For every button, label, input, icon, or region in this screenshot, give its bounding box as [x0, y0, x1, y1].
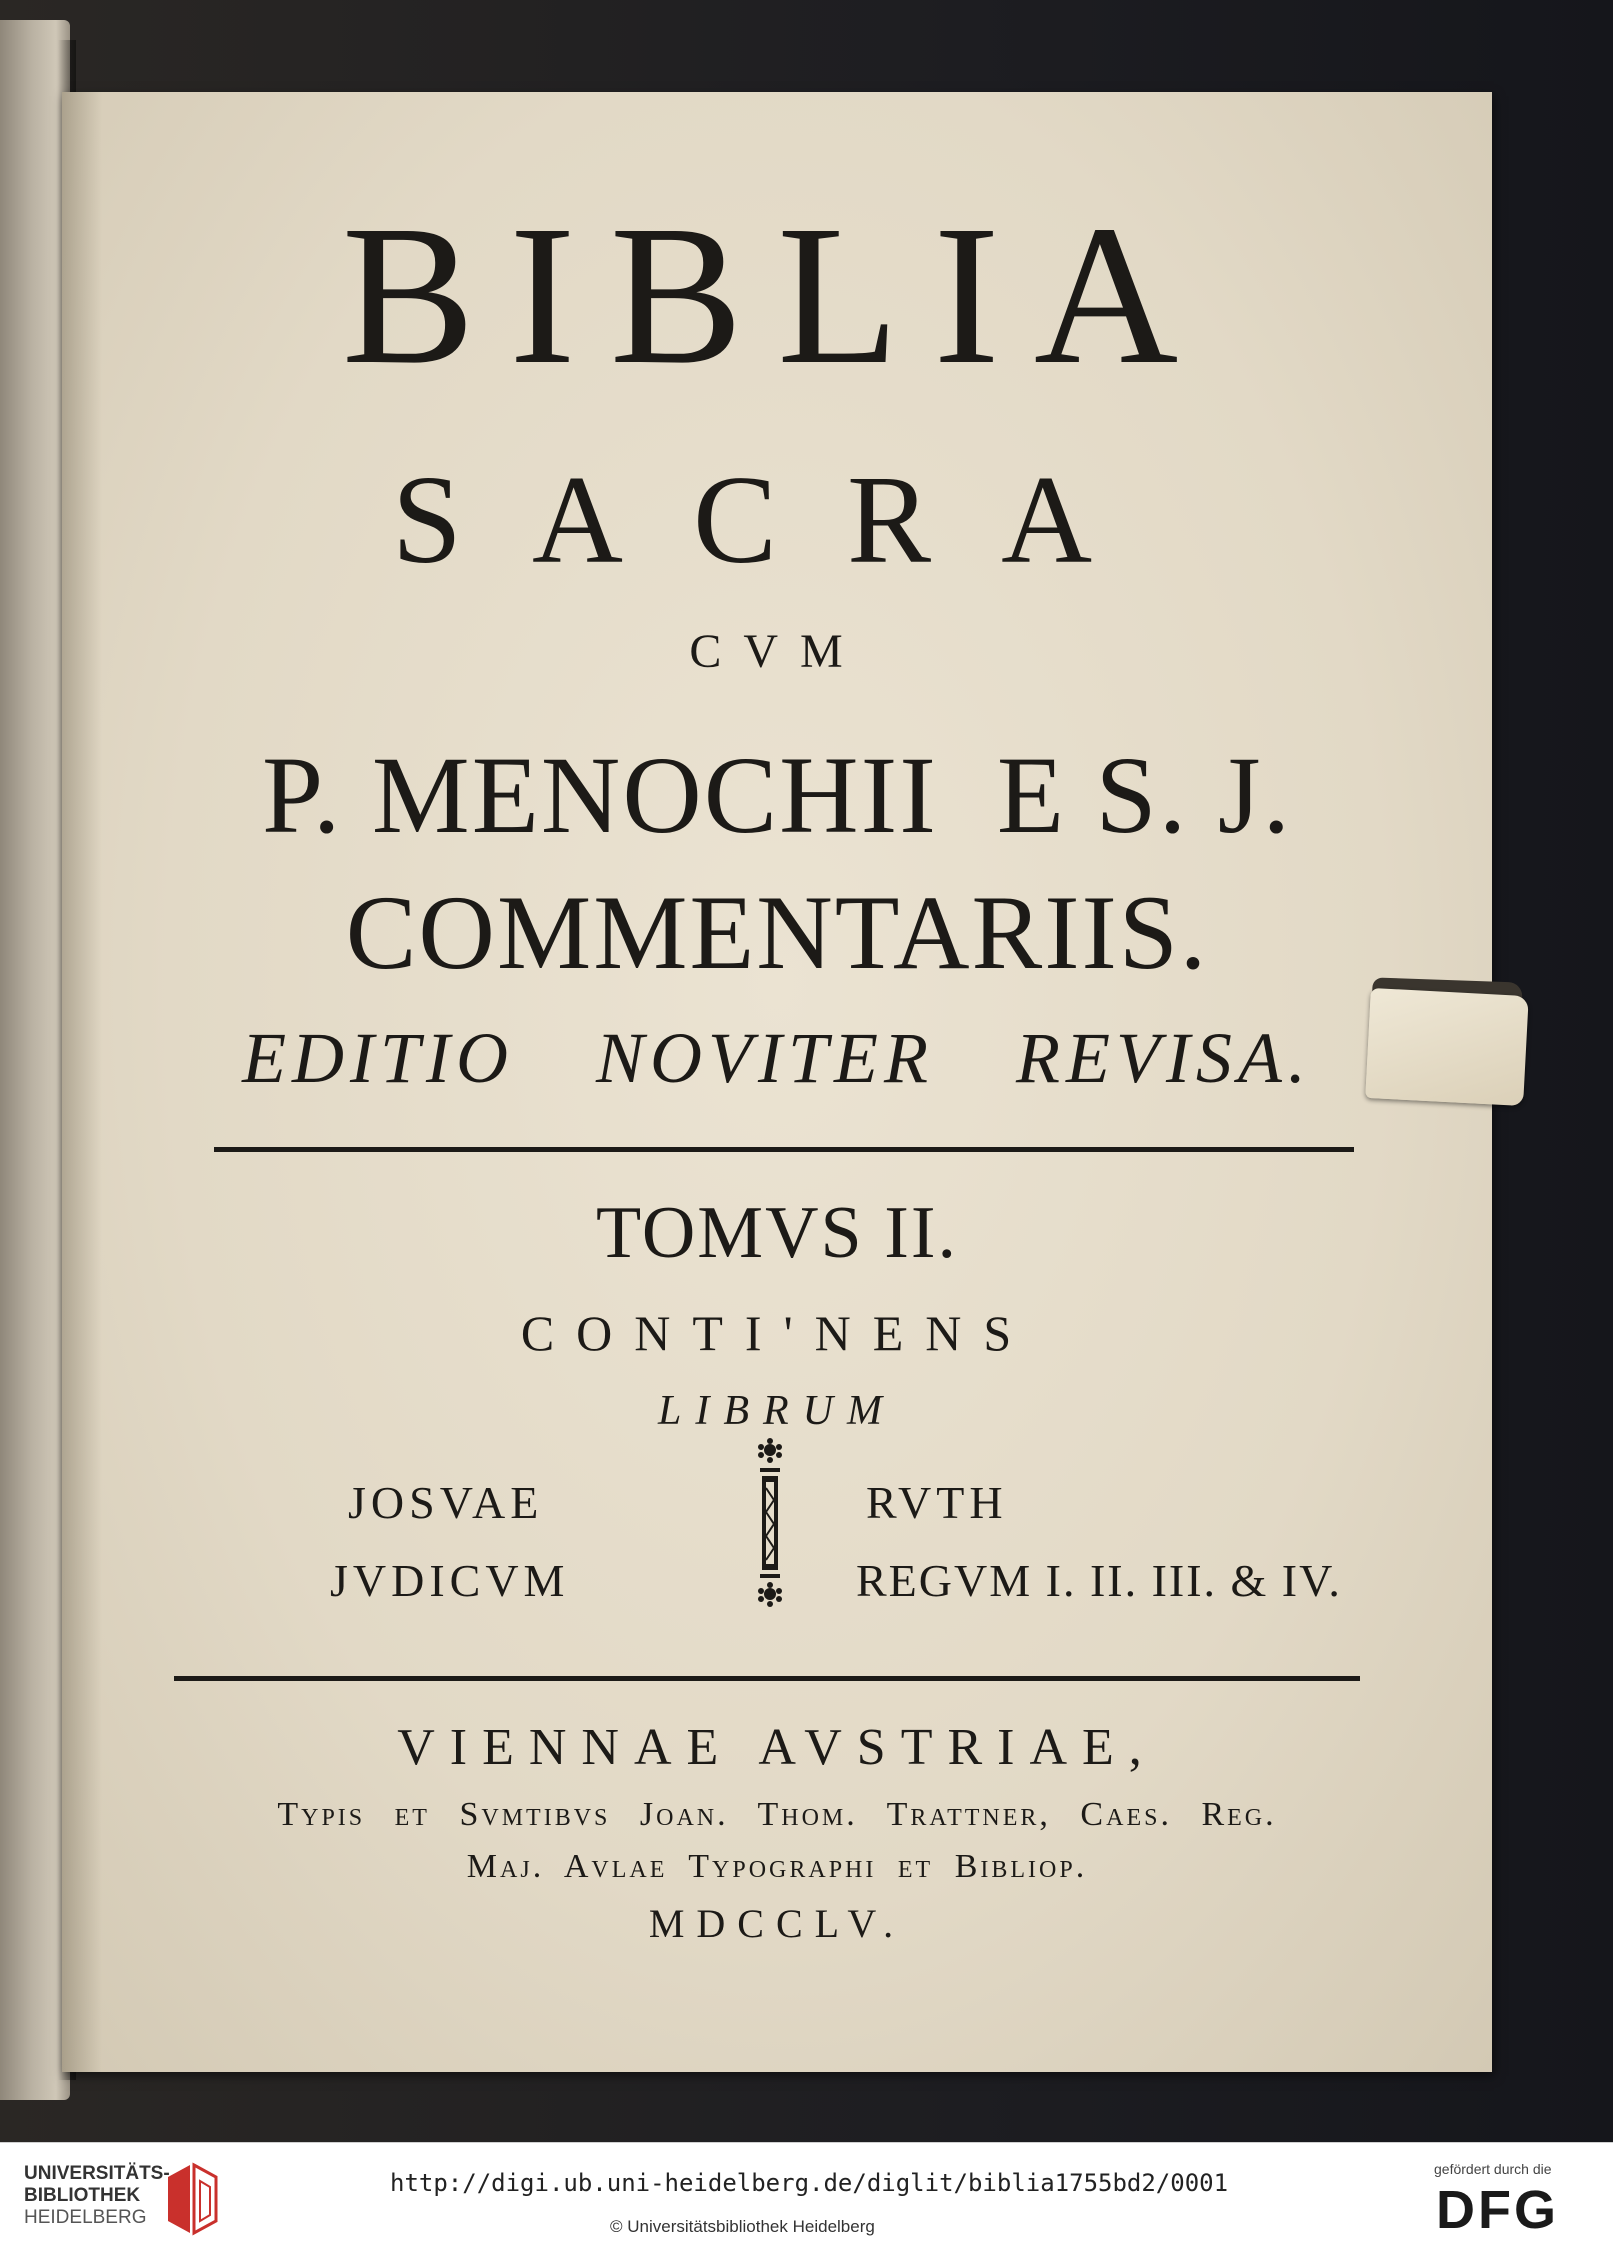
dfg-logo[interactable]: DFG — [1436, 2180, 1559, 2240]
imprint-printer-line2: Maj. Avlae Typographi et Bibliop. — [466, 1848, 1088, 1885]
permalink-url[interactable]: http://digi.ub.uni-heidelberg.de/diglit/biblia1755bd2/0001 — [390, 2169, 1229, 2197]
title-cum: CVM — [689, 625, 865, 678]
title-sacra: SACRA — [391, 451, 1163, 590]
divider-rule-bottom — [174, 1676, 1360, 1681]
edition-statement: EDITIO NOVITER REVISA. — [242, 1018, 1312, 1098]
continens-line: CONTI'NENS — [520, 1305, 1034, 1361]
library-logo[interactable] — [24, 2163, 170, 2229]
librum-line: LIBRUM — [658, 1388, 896, 1434]
viewer-footer — [0, 2142, 1613, 2259]
title-author: P. MENOCHII E S. J. — [261, 734, 1293, 856]
imprint-place: VIENNAE AVSTRIAE, — [397, 1719, 1157, 1776]
title-commentariis: COMMENTARIIS. — [345, 874, 1209, 991]
divider-rule-top — [214, 1147, 1354, 1152]
copyright-notice: © Universitätsbibliothek Heidelberg — [610, 2217, 875, 2236]
imprint-year: MDCCLV. — [648, 1901, 906, 1946]
book-regvm: REGVM I. II. III. & IV. — [856, 1555, 1342, 1606]
title-biblia: BIBLIA — [341, 185, 1213, 406]
library-name-line1: UNIVERSITÄTS- — [24, 2163, 170, 2184]
funding-caption: gefördert durch die — [1434, 2161, 1552, 2177]
library-name-line3: HEIDELBERG — [24, 2207, 147, 2228]
vertical-ornament-icon — [752, 1438, 788, 1610]
imprint-printer-line1: Typis et Svmtibvs Joan. Thom. Trattner, Caes. Reg. — [277, 1796, 1277, 1833]
book-josvae: JOSVAE — [348, 1477, 544, 1528]
book-rvth: RVTH — [866, 1477, 1008, 1528]
library-emblem-icon — [160, 2157, 224, 2241]
library-name-line2: BIBLIOTHEK — [24, 2185, 141, 2206]
book-jvdicvm: JVDICVM — [330, 1555, 570, 1606]
tome-number: TOMVS II. — [596, 1192, 958, 1274]
